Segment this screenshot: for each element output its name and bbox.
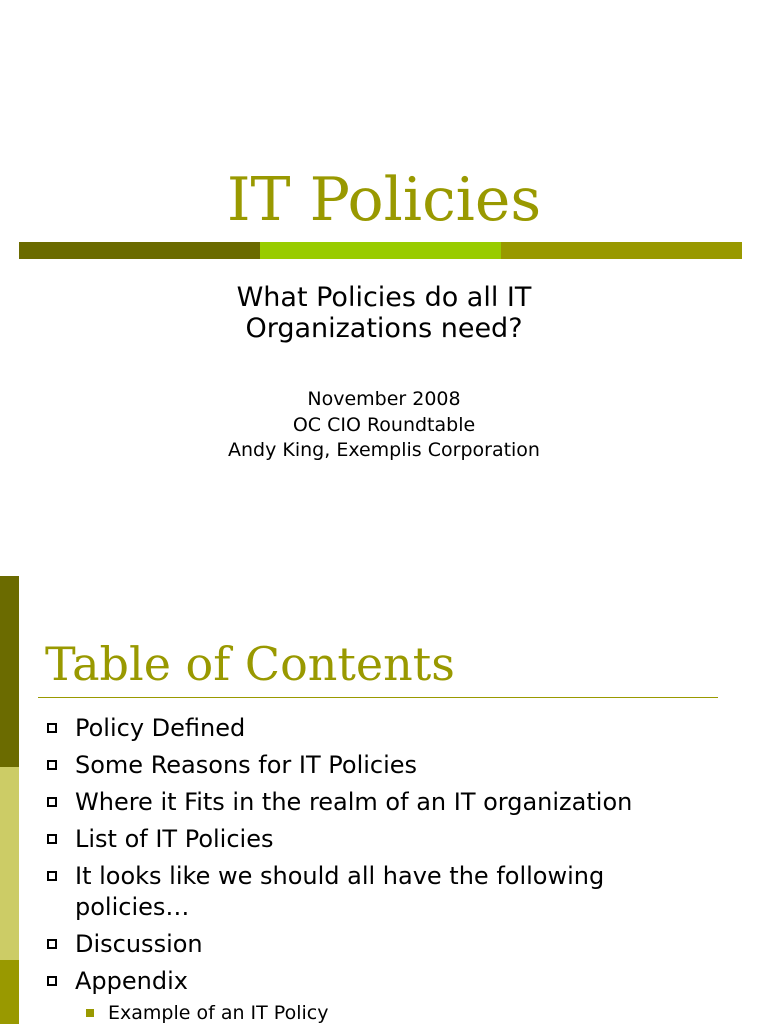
toc-subitem [0,1001,768,1025]
presentation-date: November 2008 [307,388,461,410]
toc-list [0,713,768,1025]
presentation-event: OC CIO Roundtable [292,413,476,436]
square-bullet-icon [47,760,57,770]
toc-item [0,750,675,781]
subtitle-line-1: What Policies do all IT [236,282,532,313]
toc-slide [0,576,768,1024]
square-bullet-icon [47,797,57,807]
toc-item [0,824,675,855]
slide-subtitle [0,282,768,344]
toc-item-text: Appendix [75,967,188,995]
square-bullet-icon [47,834,57,844]
slide-title: IT Policies [226,165,542,235]
toc-item-text: Where it Fits in the realm of an IT organization [75,788,633,816]
title-stripe-dark [19,242,260,259]
title-stripe-lime [260,242,501,259]
subtitle-line-2: Organizations need? [245,313,523,344]
title-underline [38,697,718,698]
square-bullet-icon [47,871,57,881]
toc-item [0,929,675,960]
title-stripe-olive [501,242,742,259]
toc-item [0,966,675,997]
presentation-meta [0,387,768,464]
toc-item-text: Some Reasons for IT Policies [75,751,418,779]
presenter-name: Andy King, Exemplis Corporation [228,439,540,461]
toc-item [0,861,675,923]
square-bullet-icon [47,976,57,986]
toc-item-text: List of IT Policies [75,825,274,853]
toc-item-text: It looks like we should all have the following policies… [75,862,605,921]
square-bullet-icon [47,723,57,733]
small-square-bullet-icon [86,1009,94,1017]
toc-item [0,713,675,744]
toc-subitem-text: Example of an IT Policy [108,1002,329,1024]
toc-item-text: Discussion [75,930,203,958]
toc-item-text: Policy Defined [75,714,246,742]
toc-item [0,787,675,818]
toc-title: Table of Contents [45,637,455,691]
square-bullet-icon [47,939,57,949]
